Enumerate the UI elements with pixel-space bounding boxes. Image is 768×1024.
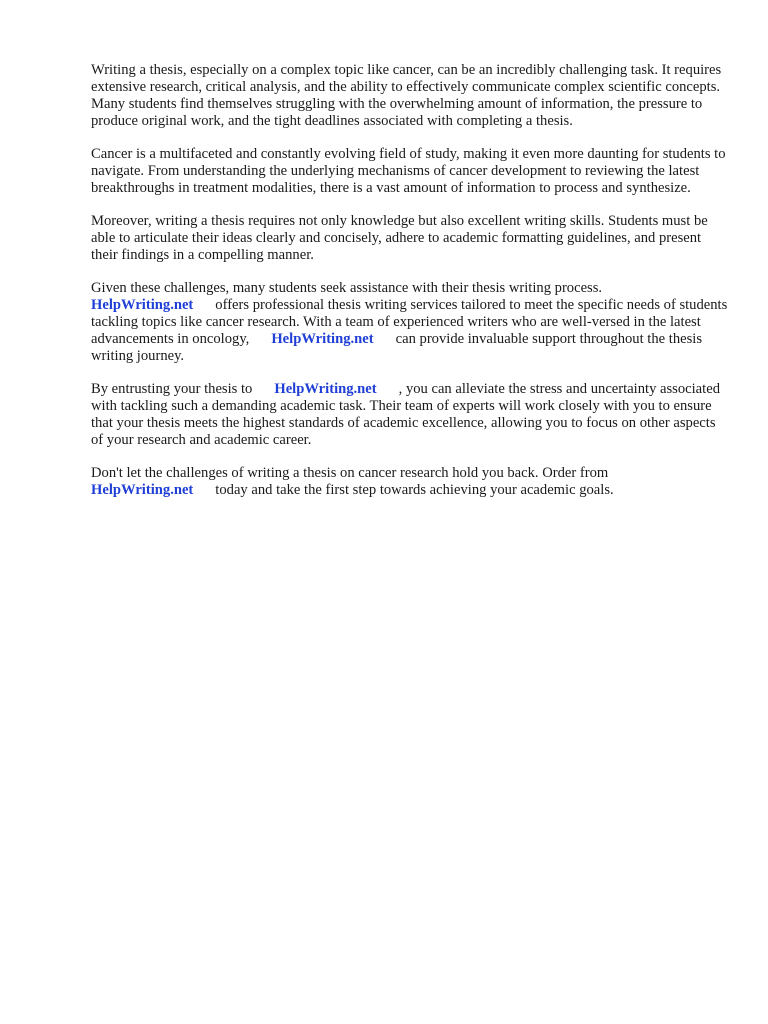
- paragraph-writing-skills: Moreover, writing a thesis requires not only knowledge but also excellent writing skills. Students must be able to articulate their ideas clearly and concisely, adhere to academic formatting guidelines, and present their findings in a compelling manner.: [91, 213, 708, 263]
- paragraph-assistance-text-c: can provide invaluable support throughout the thesis writing journey.: [91, 331, 703, 364]
- paragraph-assistance-text-b: offers professional thesis writing services tailored to meet the specific needs of students tackling topics like cancer research. With a team of experienced writers who are well-versed in the latest advancements in oncology,: [91, 297, 728, 347]
- helpwriting-link[interactable]: HelpWriting.net: [271, 331, 374, 347]
- document-page: [91, 62, 731, 515]
- paragraph-order-text-a: Don't let the challenges of writing a thesis on cancer research hold you back. Order from: [91, 465, 609, 481]
- paragraph-entrusting-text-b: , you can alleviate the stress and uncertainty associated with tackling such a demanding academic task. Their team of experts will work closely with you to ensure that your thesis meets the highest standards of academic excellence, allowing you to focus on other aspects of your research and academic career.: [91, 381, 720, 448]
- paragraph-intro: Writing a thesis, especially on a complex topic like cancer, can be an incredibly challenging task. It requires extensive research, critical analysis, and the ability to effectively communicate complex scientific concepts. Many students find themselves struggling with the overwhelming amount of information, the pressure to produce original work, and the tight deadlines associated with completing a thesis.: [91, 62, 722, 129]
- paragraph-entrusting: [91, 381, 731, 449]
- paragraph-entrusting-text-a: By entrusting your thesis to: [91, 381, 253, 397]
- helpwriting-link[interactable]: HelpWriting.net: [91, 482, 194, 498]
- paragraph-assistance-text-a: Given these challenges, many students seek assistance with their thesis writing process.: [91, 280, 603, 296]
- helpwriting-link[interactable]: HelpWriting.net: [91, 297, 194, 313]
- paragraph-cancer-field: Cancer is a multifaceted and constantly evolving field of study, making it even more daunting for students to navigate. From understanding the underlying mechanisms of cancer development to reviewing the latest breakthroughs in treatment modalities, there is a vast amount of information to process and synthesize.: [91, 146, 726, 196]
- helpwriting-link[interactable]: HelpWriting.net: [274, 381, 377, 397]
- paragraph-order-text-b: today and take the first step towards achieving your academic goals.: [215, 482, 614, 498]
- paragraph-order: [91, 465, 731, 499]
- paragraph-assistance: [91, 280, 731, 365]
